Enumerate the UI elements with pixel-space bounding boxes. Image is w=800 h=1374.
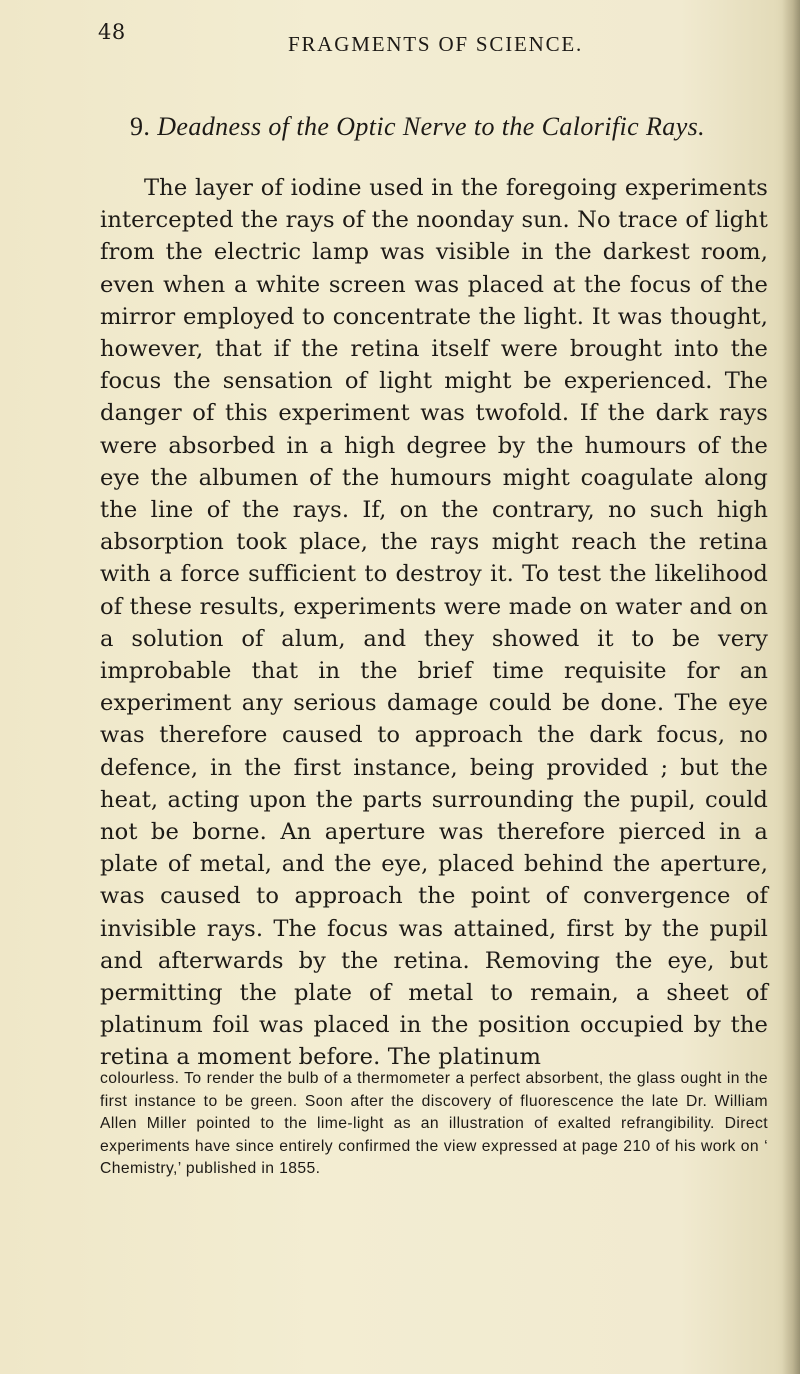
body-paragraph: The layer of iodine used in the foregoing experiments intercepted the rays of the noonday sun. No trace of light from the electric lamp was visible in the darkest room, even when a white screen was placed at the focus of the mirror employed to concentrate the light. It was thought, however, that if the retina itself were brought into the focus the sensation of light might be experienced. The danger of this experiment was twofold. If the dark rays were absorbed in a high degree by the humours of the eye the albumen of the humours might coagulate along the line of the rays. If, on the contrary, no such high absorption took place, the rays might reach the retina with a force sufficient to destroy it. To test the likelihood of these results, experiments were made on water and on a solution of alum, and they showed it to be very improbable that in the brief time requisite for an experiment any serious damage could be done. The eye was therefore caused to approach the dark focus, no defence, in the first instance, being provided ; but the heat, acting upon the parts surrounding the pupil, could not be borne. An aperture was therefore pierced in a plate of metal, and the eye, placed behind the aperture, was caused to approach the point of convergence of invisible rays. The focus was attained, first by the pupil and afterwards by the retina. Removing the eye, but permitting the plate of metal to remain, a sheet of platinum foil was placed in the position occupied by the retina a moment before. The platinum: [100, 175, 768, 1071]
running-head: FRAGMENTS OF SCIENCE.: [288, 32, 584, 56]
page-number: 48: [98, 20, 126, 44]
footnote: colourless. To render the bulb of a thermometer a perfect absorbent, the glass ought in the first instance to be green. Soon after the discovery of fluorescence the late Dr. William Allen Miller pointed to the lime-light as an illustration of exalted refrangibility. Direct experiments have since entirely confirmed the view expressed at page 210 of his work on ‘ Chemistry,’ published in 1855.: [100, 1070, 768, 1177]
section-number: 9.: [130, 112, 151, 141]
section-title: [130, 112, 705, 142]
page-edge-shadow: [782, 0, 800, 1374]
section-title-text: Deadness of the Optic Nerve to the Calorific Rays.: [157, 112, 706, 141]
